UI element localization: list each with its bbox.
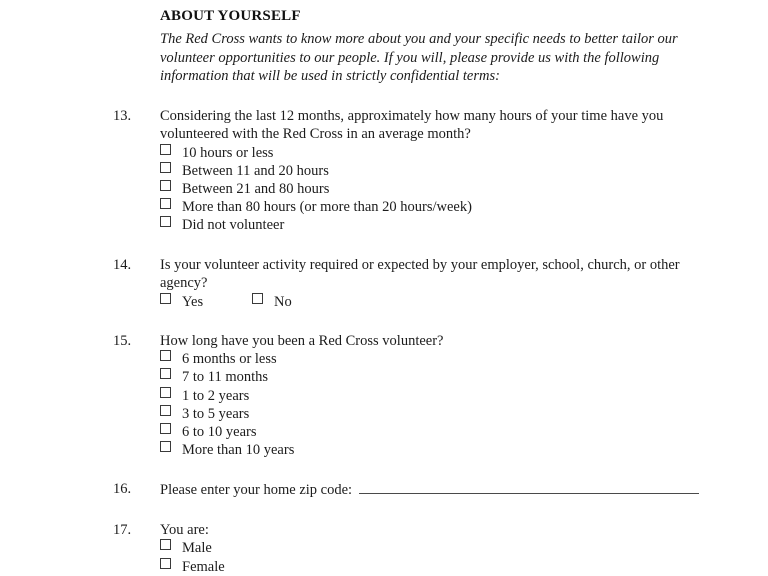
checkbox-icon[interactable] [160, 368, 171, 379]
option-label: Between 11 and 20 hours [182, 162, 329, 179]
checkbox-icon[interactable] [160, 293, 171, 304]
options-list [160, 144, 713, 235]
checkbox-option[interactable] [160, 198, 713, 216]
checkbox-option[interactable] [160, 293, 252, 311]
checkbox-option[interactable] [160, 368, 713, 386]
section-heading: ABOUT YOURSELF [160, 8, 301, 24]
checkbox-option[interactable] [160, 539, 713, 557]
checkbox-icon[interactable] [160, 162, 171, 173]
option-label: No [274, 293, 292, 310]
checkbox-option[interactable] [160, 405, 713, 423]
zip-code-input-line[interactable] [359, 480, 699, 494]
question-text: Is your volunteer activity required or expected by your employer, school, church, or other agency? [160, 256, 680, 292]
option-label: More than 10 years [182, 442, 295, 459]
checkbox-icon[interactable] [160, 198, 171, 209]
option-label: 6 months or less [182, 351, 277, 368]
fill-in-row [160, 480, 713, 500]
checkbox-option[interactable] [160, 162, 713, 180]
question-block [113, 332, 713, 460]
option-label: Yes [182, 293, 204, 310]
checkbox-icon[interactable] [160, 350, 171, 361]
checkbox-icon[interactable] [160, 387, 171, 398]
question-number: 14. [113, 256, 132, 273]
option-label: 7 to 11 months [182, 369, 269, 386]
question-number: 17. [113, 521, 132, 538]
option-label: 3 to 5 years [182, 405, 250, 422]
option-label: 10 hours or less [182, 144, 274, 161]
checkbox-option[interactable] [252, 293, 292, 311]
checkbox-option[interactable] [160, 180, 713, 198]
questions-container [113, 107, 713, 576]
document-content [113, 7, 713, 576]
checkbox-option[interactable] [160, 558, 713, 576]
options-inline [160, 293, 713, 311]
checkbox-icon[interactable] [160, 216, 171, 227]
checkbox-icon[interactable] [160, 180, 171, 191]
checkbox-option[interactable] [160, 144, 713, 162]
checkbox-icon[interactable] [160, 405, 171, 416]
option-label: 6 to 10 years [182, 424, 257, 441]
question-block [113, 256, 713, 311]
checkbox-option[interactable] [160, 423, 713, 441]
checkbox-icon[interactable] [160, 441, 171, 452]
checkbox-icon[interactable] [160, 539, 171, 550]
question-text: You are: [160, 521, 209, 538]
option-label: More than 80 hours (or more than 20 hours/week) [182, 199, 472, 216]
checkbox-icon[interactable] [160, 423, 171, 434]
question-number: 16. [113, 481, 132, 498]
checkbox-icon[interactable] [252, 293, 263, 304]
checkbox-option[interactable] [160, 441, 713, 459]
option-label: Did not volunteer [182, 217, 285, 234]
option-label: Male [182, 540, 212, 557]
question-text: How long have you been a Red Cross volunteer? [160, 332, 444, 349]
checkbox-option[interactable] [160, 387, 713, 405]
question-block [113, 521, 713, 576]
options-list [160, 539, 713, 575]
question-number: 13. [113, 107, 132, 124]
question-block [113, 480, 713, 500]
question-text: Considering the last 12 months, approximately how many hours of your time have you volunteered with the Red Cross in an average month? [160, 107, 664, 142]
options-list [160, 350, 713, 459]
option-label: Between 21 and 80 hours [182, 180, 330, 197]
checkbox-option[interactable] [160, 350, 713, 368]
checkbox-icon[interactable] [160, 558, 171, 569]
option-label: Female [182, 558, 225, 575]
option-label: 1 to 2 years [182, 387, 250, 404]
checkbox-option[interactable] [160, 216, 713, 234]
question-text: Please enter your home zip code: [160, 482, 353, 499]
question-number: 15. [113, 332, 132, 349]
question-block [113, 107, 713, 235]
checkbox-icon[interactable] [160, 144, 171, 155]
intro-paragraph: The Red Cross wants to know more about you and your specific needs to better tailor our volunteer opportunities to our people. If you will, please provide us with the following information that will be used in strictly confidential terms: [160, 31, 678, 84]
